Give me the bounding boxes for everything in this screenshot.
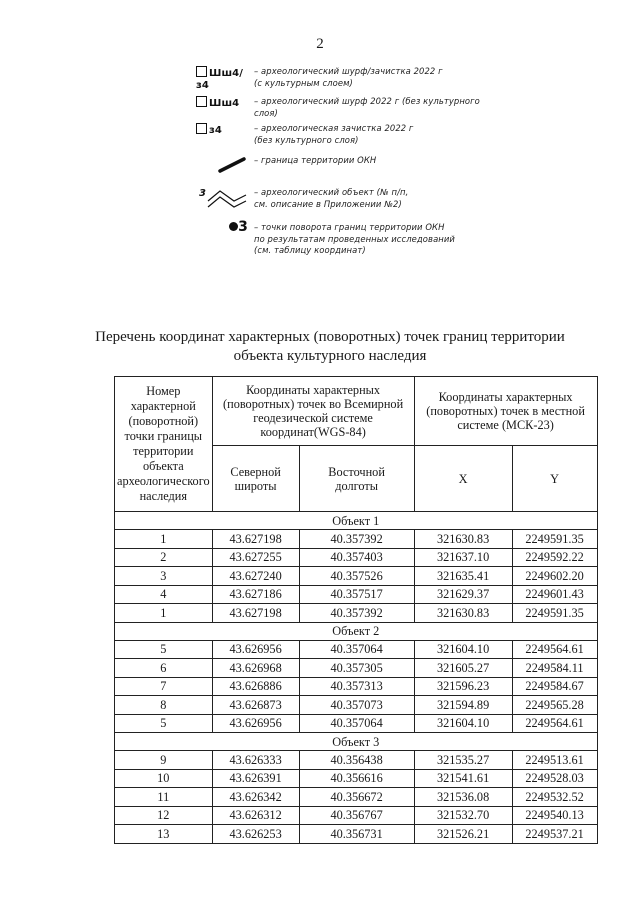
table-row	[115, 585, 598, 604]
section-title: Объект 1	[115, 512, 598, 530]
section-row	[115, 622, 598, 640]
table-cell: 13	[115, 825, 213, 844]
longitude-header: Восточной долготы	[299, 446, 414, 512]
latitude-header: Северной широты	[212, 446, 299, 512]
table-cell: 321629.37	[414, 585, 512, 604]
table-cell: 43.626956	[212, 714, 299, 733]
square-icon	[196, 96, 207, 107]
legend-item: Шш4 – археологический шурф 2022 г (без культурного слоя)	[196, 96, 496, 123]
msk-header: Координаты характерных (поворотных) точек в местной системе (МСК-23)	[414, 377, 597, 446]
table-cell: 2249537.21	[512, 825, 597, 844]
table-cell: 40.357517	[299, 585, 414, 604]
table-cell: 2249532.52	[512, 788, 597, 807]
table-cell: 1	[115, 530, 213, 549]
section-title: Объект 2	[115, 622, 598, 640]
table-cell: 40.356616	[299, 769, 414, 788]
table-cell: 321532.70	[414, 806, 512, 825]
table-cell: 321596.23	[414, 677, 512, 696]
table-row	[115, 696, 598, 715]
table-cell: 11	[115, 788, 213, 807]
turn-point-symbol: 3	[196, 222, 254, 242]
legend	[196, 66, 496, 262]
table-cell: 5	[115, 640, 213, 659]
table-cell: 321526.21	[414, 825, 512, 844]
table-cell: 2249601.43	[512, 585, 597, 604]
table-cell: 2249591.35	[512, 604, 597, 623]
table-cell: 43.627240	[212, 567, 299, 586]
point-number-header: Номер характерной (поворотной) точки границы территории объекта археологического наследия	[115, 377, 213, 512]
table-cell: 1	[115, 604, 213, 623]
point-icon	[229, 222, 238, 231]
table-cell: 2249591.35	[512, 530, 597, 549]
table-body	[115, 512, 598, 844]
wgs-header: Координаты характерных (поворотных) точек во Всемирной геодезической системе координат(WGS-84)	[212, 377, 414, 446]
table-cell: 43.626342	[212, 788, 299, 807]
table-row	[115, 825, 598, 844]
legend-item: – граница территории ОКН	[196, 155, 496, 187]
table-row	[115, 769, 598, 788]
table-cell: 321630.83	[414, 530, 512, 549]
section-title: Объект 3	[115, 733, 598, 751]
table-row	[115, 604, 598, 623]
table-cell: 2249564.61	[512, 714, 597, 733]
table-cell: 2249565.28	[512, 696, 597, 715]
legend-item: 3 – археологический объект (№ п/п, см. описание в Приложении №2)	[196, 187, 496, 222]
table-cell: 40.356438	[299, 751, 414, 770]
legend-item: 3 – точки поворота границ территории ОКН по результатам проведенных исследований (см. таблицу координат)	[196, 222, 496, 262]
boundary-line-icon	[196, 155, 254, 175]
table-cell: 43.627198	[212, 604, 299, 623]
table-cell: 2249540.13	[512, 806, 597, 825]
table-cell: 40.356731	[299, 825, 414, 844]
square-icon	[196, 123, 207, 134]
table-cell: 3	[115, 567, 213, 586]
table-cell: 2249513.61	[512, 751, 597, 770]
table-cell: 5	[115, 714, 213, 733]
table-cell: 40.357392	[299, 604, 414, 623]
table-cell: 40.356672	[299, 788, 414, 807]
table-cell: 321604.10	[414, 640, 512, 659]
table-cell: 40.356767	[299, 806, 414, 825]
table-cell: 2249592.22	[512, 548, 597, 567]
table-cell: 40.357403	[299, 548, 414, 567]
table-cell: 43.626873	[212, 696, 299, 715]
x-header: X	[414, 446, 512, 512]
table-row	[115, 788, 598, 807]
table-cell: 321635.41	[414, 567, 512, 586]
table-cell: 40.357313	[299, 677, 414, 696]
table-cell: 43.626956	[212, 640, 299, 659]
table-row	[115, 640, 598, 659]
table-cell: 40.357526	[299, 567, 414, 586]
table-cell: 321535.27	[414, 751, 512, 770]
table-cell: 4	[115, 585, 213, 604]
table-cell: 6	[115, 659, 213, 678]
table-cell: 2249602.20	[512, 567, 597, 586]
table-cell: 2249584.67	[512, 677, 597, 696]
legend-item: з4 – археологическая зачистка 2022 г (без культурного слоя)	[196, 123, 496, 155]
table-cell: 2249564.61	[512, 640, 597, 659]
table-cell: 321536.08	[414, 788, 512, 807]
table-cell: 40.357392	[299, 530, 414, 549]
table-cell: 321604.10	[414, 714, 512, 733]
table-row	[115, 751, 598, 770]
section-row	[115, 512, 598, 530]
table-cell: 40.357305	[299, 659, 414, 678]
table-cell: 40.357064	[299, 640, 414, 659]
table-cell: 43.626253	[212, 825, 299, 844]
table-row	[115, 806, 598, 825]
table-cell: 321594.89	[414, 696, 512, 715]
archaeological-object-icon	[196, 187, 254, 217]
page-number: 2	[316, 36, 324, 52]
table-cell: 40.357073	[299, 696, 414, 715]
section-row	[115, 733, 598, 751]
table-cell: 43.626333	[212, 751, 299, 770]
table-cell: 10	[115, 769, 213, 788]
table-cell: 43.627198	[212, 530, 299, 549]
table-cell: 321605.27	[414, 659, 512, 678]
coordinates-table	[114, 376, 598, 844]
table-row	[115, 548, 598, 567]
clearing-symbol: з4	[196, 123, 254, 143]
legend-item: Шш4/з4 – археологический шурф/зачистка 2022 г (с культурным слоем)	[196, 66, 443, 91]
table-cell: 321630.83	[414, 604, 512, 623]
table-cell: 43.627186	[212, 585, 299, 604]
page-title: Перечень координат характерных (поворотных) точек границ территории объекта культурного наследия	[95, 329, 565, 364]
table-row	[115, 567, 598, 586]
table-cell: 2249584.11	[512, 659, 597, 678]
pit-clearing-symbol: Шш4/з4	[196, 68, 243, 91]
table-cell: 8	[115, 696, 213, 715]
y-header: Y	[512, 446, 597, 512]
table-cell: 40.357064	[299, 714, 414, 733]
table-row	[115, 530, 598, 549]
table-row	[115, 659, 598, 678]
table-cell: 43.626886	[212, 677, 299, 696]
table-cell: 43.627255	[212, 548, 299, 567]
table-row	[115, 714, 598, 733]
square-icon	[196, 66, 207, 77]
table-cell: 7	[115, 677, 213, 696]
table-cell: 2	[115, 548, 213, 567]
table-cell: 321637.10	[414, 548, 512, 567]
table-cell: 43.626312	[212, 806, 299, 825]
table-row	[115, 677, 598, 696]
table-cell: 9	[115, 751, 213, 770]
table-cell: 12	[115, 806, 213, 825]
table-cell: 43.626968	[212, 659, 299, 678]
pit-symbol: Шш4	[196, 96, 254, 116]
table-cell: 43.626391	[212, 769, 299, 788]
table-cell: 2249528.03	[512, 769, 597, 788]
table-cell: 321541.61	[414, 769, 512, 788]
svg-text:3: 3	[199, 188, 207, 199]
